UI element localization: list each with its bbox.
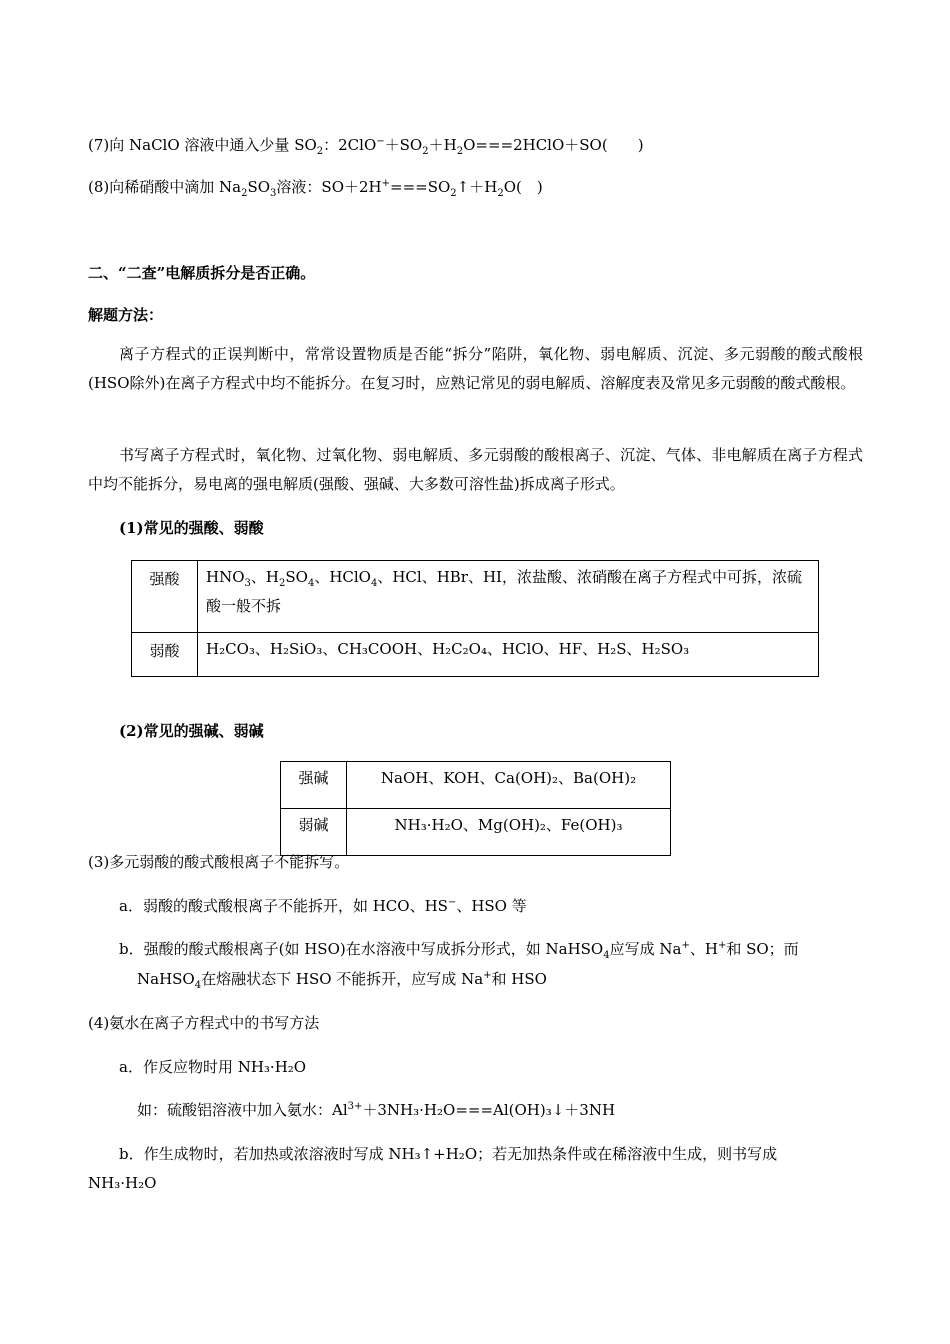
rule-4-example: 如：硫酸铝溶液中加入氨水：$Al^{3+}+3NH_3\cdot H_2O===Al(OH)_3↓+3NH$ [137,1101,616,1119]
q8-text-b: SO [247,178,271,196]
q7-sup: − [376,136,385,147]
q7-sub: 2 [316,146,324,157]
paragraph-2: 书写离子方程式时，氧化物、过氧化物、弱电解质、多元弱酸的酸根离子、沉淀、气体、非电解质在离子方程式中均不能拆分，易电离的强电解质(强酸、强碱、大多数可溶性盐)拆成离子形式。 [88,446,863,493]
rule-3-heading: (3)多元弱酸的酸式酸根离子不能拆写。 [88,853,350,871]
rule-3b-line2: NaHSO$_4$在熔融状态下 HSO 不能拆开，应写成 Na+和 HSO [137,970,547,991]
paragraph-1: 离子方程式的正误判断中，常常设置物质是否能“拆分”陷阱，氧化物、弱电解质、沉淀、多元弱酸的酸式酸根(HSO除外)在离子方程式中均不能拆分。在复习时，应熟记常见的弱电解质、溶解度表及常见多元弱酸的酸式酸根。 [88,345,863,392]
table-row [132,561,819,633]
q8-text-e: ↑＋H [456,178,498,196]
q7-sub: 2 [456,146,464,157]
q7-text-c: ＋SO [384,136,423,154]
q7-text-b: ：2ClO [323,136,377,154]
weak-acid-list: H₂CO₃、H₂SiO₃、CH₃COOH、H₂C₂O₄、HClO、HF、H₂S、H₂SO₃ [198,633,819,677]
strong-base-label: 强碱 [281,762,347,809]
rule-3a: a．弱酸的酸式酸根离子不能拆开，如 HCO、HS−、HSO 等 [119,897,527,915]
table-row [281,809,671,856]
rule-4-heading: (4)氨水在离子方程式中的书写方法 [88,1014,320,1032]
weak-acid-label: 弱酸 [132,633,198,677]
q8-text-a: (8)向稀硝酸中滴加 Na [88,178,242,196]
q8-text-c: 溶液：SO＋2H [276,178,382,196]
q8-sub: 2 [497,188,504,199]
q8-text-d: ===SO [390,178,451,196]
table-row [281,762,671,809]
weak-base-list: NH₃·H₂O、Mg(OH)₂、Fe(OH)₃ [347,809,671,856]
method-heading: 解题方法： [88,306,164,324]
q8-text-f: O( ) [503,178,543,196]
rule-4b-line2: NH₃·H₂O [88,1174,157,1192]
bases-table [280,761,671,856]
weak-base-label: 弱碱 [281,809,347,856]
q8-sub: 3 [270,188,277,199]
rule-4a: a．作反应物时用 NH₃·H₂O [119,1058,307,1076]
q7-text-a: (7)向 NaClO 溶液中通入少量 SO [88,136,317,154]
rule-4b-line1: b．作生成物时，若加热或浓溶液时写成 NH₃↑+H₂O；若无加热条件或在稀溶液中生成，则书写成 [119,1145,778,1163]
strong-acid-list: $HNO_3$、$H_2SO_4$、HClO$_4$、HCl、HBr、HI，浓盐酸、浓硝酸在离子方程式中可拆，浓硫酸一般不拆 [198,561,819,633]
bases-heading: (2)常见的强碱、弱碱 [119,722,264,740]
q8-sup: + [381,178,391,189]
acids-heading: (1)常见的强酸、弱酸 [119,519,264,537]
acids-table [131,560,819,677]
section-title: 二、“二查”电解质拆分是否正确。 [88,264,316,282]
q8-sub: 2 [450,188,457,199]
q8-sub: 2 [241,188,248,199]
table-row [132,633,819,677]
strong-base-list: NaOH、KOH、Ca(OH)₂、Ba(OH)₂ [347,762,671,809]
q7-sub: 2 [422,146,429,157]
question-8 [88,177,543,197]
strong-acid-label: 强酸 [132,561,198,633]
q7-text-e: O===2HClO＋SO( ) [463,136,644,154]
rule-3b-line1: b．强酸的酸式酸根离子(如 HSO)在水溶液中写成拆分形式，如 NaHSO$_4$应写成 Na+、H+和 SO；而 [119,940,799,961]
q7-text-d: ＋H [428,136,457,154]
question-7 [88,135,644,155]
